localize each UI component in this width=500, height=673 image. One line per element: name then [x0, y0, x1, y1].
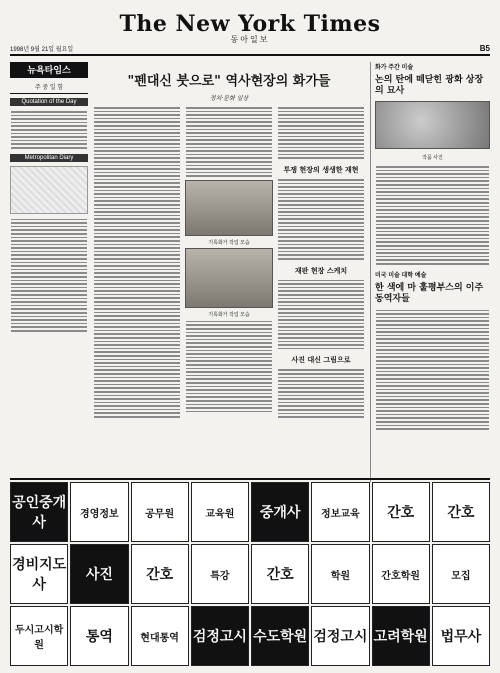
left-index-column	[10, 62, 88, 482]
ad-block: 중개사	[251, 482, 309, 542]
subhead-1: 투쟁 현장의 생생한 재현	[283, 165, 359, 174]
ad-block: 두시고시학원	[10, 606, 68, 666]
ad-block: 통역	[70, 606, 128, 666]
quotation-text	[10, 110, 88, 150]
diary-text	[10, 218, 88, 333]
masthead-title: The New York Times	[119, 11, 381, 37]
masthead-subtitle: 동아일보	[230, 35, 270, 44]
sidebar-kicker-1: 화가 주간 미술	[375, 65, 414, 71]
page-number: B5	[479, 44, 490, 53]
ad-block: 간호	[251, 544, 309, 604]
ad-block: 교육원	[191, 482, 249, 542]
ad-block: 간호	[432, 482, 490, 542]
sidebar-photo-caption: 작품 사진	[422, 155, 443, 161]
ad-block: 간호학원	[372, 544, 430, 604]
ad-block: 모집	[432, 544, 490, 604]
article-column	[185, 106, 273, 482]
ad-block: 공무원	[131, 482, 189, 542]
ad-block: 법무사	[432, 606, 490, 666]
subhead-2: 재판 현장 스케치	[294, 266, 348, 275]
article-column	[277, 106, 365, 482]
ad-block: 특강	[191, 544, 249, 604]
subhead-3: 사진 대신 그림으로	[291, 356, 351, 365]
article-body	[93, 106, 365, 482]
ad-block: 정보교육	[311, 482, 369, 542]
ad-block: 경비지도사	[10, 544, 68, 604]
content-area	[10, 62, 490, 482]
index-subtitle: 주 중 일 힘	[10, 82, 88, 94]
photo-2	[185, 248, 273, 308]
ad-block: 고려학원	[372, 606, 430, 666]
photo-2-caption: 기록화가 작업 모습	[208, 311, 250, 318]
quotation-box-head: Quotation of the Day	[10, 98, 88, 106]
ad-block: 사진	[70, 544, 128, 604]
ad-block: 학원	[311, 544, 369, 604]
dateline	[10, 46, 490, 56]
ad-block: 검정고시	[311, 606, 369, 666]
main-byline: 정치·문화 일상	[209, 95, 249, 102]
issue-date: 1998년 9월 21일 월요일	[10, 47, 74, 53]
sidebar-photo	[375, 101, 490, 149]
main-headline: "펜대신 붓으로" 역사현장의 화가들	[127, 74, 331, 89]
article-column	[93, 106, 181, 482]
ad-block: 간호	[131, 544, 189, 604]
classified-ads-grid	[10, 478, 490, 666]
sidebar-headline-2: 한 색에 마 훌평부스의 이주 동역자들	[375, 282, 484, 304]
ad-block: 검정고시	[191, 606, 249, 666]
ad-block: 현대통역	[131, 606, 189, 666]
sidebar-kicker-2: 미국 미술 대학 예술	[375, 272, 427, 279]
photo-1	[185, 180, 273, 236]
right-sidebar	[370, 62, 490, 482]
ad-block: 간호	[372, 482, 430, 542]
photo-1-caption: 기록화가 작업 모습	[208, 239, 250, 246]
cartoon-image	[10, 166, 88, 214]
index-title: 뉴욕타임스	[10, 62, 88, 78]
ad-block: 수도학원	[251, 606, 309, 666]
sidebar-headline-1: 논의 탄에 떼닫힌 광화 상장의 묘사	[375, 75, 484, 96]
diary-box-head: Metropolitan Diary	[10, 154, 88, 162]
ad-block: 공인중개사	[10, 482, 68, 542]
ad-block: 경영정보	[70, 482, 128, 542]
main-article	[93, 62, 365, 482]
